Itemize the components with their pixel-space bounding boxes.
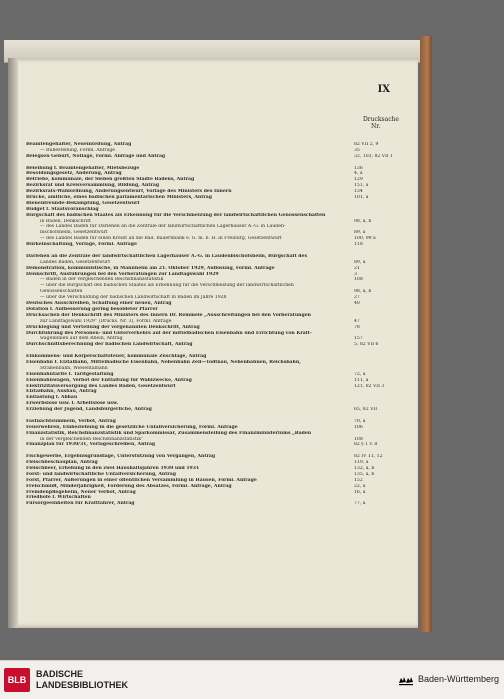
column-header-line: Nr.	[371, 123, 381, 130]
index-entry-ref: 72, a	[354, 371, 366, 377]
index-entry-text: Erziehung der Jugend, Landsbürgerliche, Antrag	[26, 407, 152, 413]
index-entry-text: Fleischbeschauplan, Antrag	[26, 460, 98, 466]
index-entry-text: Fremdenpflegeheim, Neuer Verbot, Antrag	[26, 489, 136, 495]
index-entry-text: — Baden in der vergleichenden Reichsfinanzstatistik	[40, 277, 164, 283]
index-entry-ref: 47	[354, 318, 360, 324]
index-entry-ref: 77, a	[354, 501, 366, 507]
index-entry-text: Fastnachtsummeln, Verbot, Antrag	[26, 418, 116, 424]
blb-name-line: BADISCHE	[36, 669, 84, 679]
book-page	[8, 58, 418, 628]
index-entry-ref: 135, a, b	[354, 471, 375, 477]
index-entry-text: Deutsches Ausschreiben, Schaffung einer neuen, Antrag	[26, 301, 172, 307]
index-entry-text: in der vergleichenden Reichsfinanzstatistik“	[40, 436, 144, 442]
index-entry-text: Elztalbahn, Ausbau, Antrag	[26, 389, 97, 395]
index-entries	[26, 142, 410, 507]
index-entry-text: Entlastung f. Abbau	[26, 395, 78, 401]
page-gutter	[8, 58, 18, 628]
index-entry-text: Elektrizitätsversorgung des Landes Baden, Gesetzentwurf	[26, 383, 176, 389]
index-entry-text: Freischmidt, Minderjährigkeit, Förderung des Absatzes, Förml. Anfrage, Antrag	[26, 483, 232, 489]
index-entry-text: Durchführung des Personen- und Güterverkehrs auf der mittelbadischen Eisenbahn und Errichtung von Kraft-	[26, 330, 312, 336]
column-header-line: Drucksache	[363, 116, 399, 123]
index-entry-text: Genossenschaften	[40, 289, 83, 295]
index-entry-text: Beleihung f. Beamtengehälter, Mietsbezüge	[26, 165, 140, 171]
index-entry-ref: 101, a	[354, 195, 369, 201]
blb-logo[interactable]: BLB	[4, 668, 30, 692]
index-entry-text: — des Landes Baden für Darlehen an die Zentrale der landwirtschaftlichen Lagerhäuser A.-G. in Lauden-	[40, 224, 286, 230]
index-entry-text: Friedhöfe f. Wirtschaften	[26, 495, 91, 501]
blb-name[interactable]	[36, 669, 128, 691]
index-entry-ref: 132, a, b	[354, 465, 375, 471]
index-entry-ref: 82 VII 2, 9	[354, 142, 379, 147]
index-entry-ref: 151, a	[354, 183, 369, 189]
index-entry-text: wagenlinien auf dem Rhein, Antrag	[40, 336, 123, 342]
page-number: IX	[377, 84, 390, 95]
index-entry-text: Forst, Pfarrer, Äußerungen in einer öffentlichen Versammlung in Hausen, Förml. Anfrage	[26, 477, 257, 483]
index-entry-text: Feuerwehren, Einbeziehung in die gesetzliche Unfallversicherung, Förml. Anfrage	[26, 424, 238, 430]
index-entry-ref: 106	[354, 424, 363, 430]
bw-lions-icon	[398, 675, 414, 686]
index-entry-ref: 129	[354, 177, 363, 183]
bw-name[interactable]: Baden-Württemberg	[418, 674, 500, 684]
index-entry-text: Beamtengehälter, Neueinteilung, Antrag	[26, 142, 132, 147]
column-header	[363, 116, 413, 130]
index-entry-text: zur Landtagswahl 1929“ (Drucks. Nr. 3), Förml. Anfrage	[40, 318, 172, 324]
index-entry-text: Fleischbeer, Erhebung in den zwei Haushaltsjahren 1930 und 1931	[26, 465, 200, 471]
index-entry-ref: 152	[354, 477, 363, 483]
index-entry-text: bischofsheim, Gesetzentwurf	[40, 230, 108, 236]
index-entry-ref: 121, 82 VII 3	[354, 383, 385, 389]
index-entry-text: Budget f. Staatsvoranschlag	[26, 206, 99, 212]
index-entry-text: Darlehen an die Zentrale der landwirtschaftlichen Lagerhäuser A.-G. in Laudenbischofsheim, Bürgschaft des	[26, 253, 308, 259]
index-entry-text: Bürgschaft des badischen Staates als Erkennung für die Verschmelzung der landwirtschaftlichen Genossenschaften	[26, 212, 326, 218]
index-entry-text: Bezirksrats-Wahlordnung, Änderungsentwurf, Vorlage des Ministers des Innern	[26, 189, 232, 195]
index-entry-text: — des Landes Baden für einen Kredit an die Bad. Bauernbank e. G. m. b. H. in Freiburg, Gesetzentwurf	[40, 236, 282, 242]
index-entry-text: Fürsorgeeinheiten für Kraftfahrer, Antrag	[26, 501, 135, 507]
index-entry-ref: 3	[354, 271, 357, 277]
index-entry-ref: 21	[354, 265, 360, 271]
index-entry-ref: 4, a	[354, 171, 363, 177]
index-entry-ref: 108	[354, 277, 363, 283]
index-entry-ref: 98, a, b	[354, 289, 372, 295]
index-entry-ref: 118	[354, 242, 363, 248]
index-entry-ref: 70, a	[354, 418, 366, 424]
index-entry-text: — über die Bürgschaft des badischen Staates als Erkennung für die Verschmelzung der landwirtschaftlichen	[40, 283, 294, 289]
index-entry-text: Bürkeinschaltung, Vorlage, Förml. Anfrage	[26, 242, 137, 248]
blb-name-line: LANDESBIBLIOTHEK	[36, 680, 128, 690]
index-entry-text: Belegsen Geburt, Notlage, Förml. Anfrage und Antrag	[26, 153, 166, 159]
index-entry-text: Bezirksrat und Kreisversammlung, Bildung, Antrag	[26, 183, 160, 189]
index-entry-ref: 82 § 1 v. 8	[354, 442, 378, 448]
index-entry-ref: 157	[354, 336, 363, 342]
index-entry-ref: 35	[354, 147, 360, 153]
index-entry-text: Eisenbahn f. Elztalbahn, Mittelbadische Eisenbahn, Nebenbahn Zell—Todtnau, Nebenbahnen, Reichsbahn,	[26, 359, 301, 365]
index-entry-ref: 16, a	[354, 489, 366, 495]
index-entry-text: Fischgewerbe, Ergebnisgrundlage, Unterstützung von Vergängen, Antrag	[26, 454, 216, 460]
index-entry-text: Bienenfreunde-Bekämpfung, Gesetzentwurf	[26, 200, 140, 206]
index-entry-ref: 40	[354, 301, 360, 307]
index-entry-ref: 98, a, b	[354, 218, 372, 224]
index-entry-ref: 89, a	[354, 259, 366, 265]
index-entry-text: Forst- und landwirtschaftliche Unfallversicherung, Antrag	[26, 471, 176, 477]
index-entry-text: — über die Verschuldung der badischen Landwirtschaft in Baden im Jahre 1928	[40, 295, 227, 301]
index-entry-ref: 134	[354, 189, 363, 195]
index-entry-text: Durchschnittsberechnung der badischen Landwirtschaft, Antrag	[26, 342, 193, 348]
index-entry-text: Drucksachen der Denkschrift des Ministers des Innern Dr. Remmele „Ausschreitungen bei den Vorberatungen	[26, 312, 311, 318]
index-row	[26, 501, 410, 507]
index-entry-text: Demonstration, kommunistische, in Mannheim am 21. Oktober 1929, Auflösung, Förml. Anfrage	[26, 265, 275, 271]
index-entry-ref: 108	[354, 436, 363, 442]
index-entry-text: Dotation f. Aufbesserung gering besoldeter Pfarrer	[26, 306, 158, 312]
index-entry-ref: 27	[354, 295, 360, 301]
index-entry-ref: 111, a	[354, 377, 369, 383]
index-entry-text: Straßenbahn, Wiesentalbahn	[40, 365, 108, 371]
index-entry-ref: 65, 82 VII	[354, 407, 378, 413]
index-entry-ref: 5, 82 VII 6	[354, 342, 379, 348]
index-entry-ref: 136	[354, 165, 363, 171]
index-entry-ref: 89, a	[354, 230, 366, 236]
index-entry-text: Drucklegung und Verteilung der vorgenannten Denkschrift, Antrag	[26, 324, 200, 330]
index-entry-text: Brücke, amtliche, eines badischen parlamentarischen Ministers, Antrag	[26, 195, 212, 201]
index-entry-text: Betriebe, kommunale, der Sieben größten Städte Badens, Antrag	[26, 177, 195, 183]
index-entry-ref: 82 IV 11, 12	[354, 454, 383, 460]
index-entry-ref: 78	[354, 324, 360, 330]
index-entry-ref: 32, 103, 82 VII 1	[354, 153, 394, 159]
index-entry-text: — Ruhestellung, Förml. Anfrage	[40, 147, 116, 153]
index-entry-text: Denkschrift, Ausführungen bei den Vorberatungen zur Landtagswahl 1929	[26, 271, 219, 277]
index-entry-text: Erwerbslose usw. f. Arbeitslose usw.	[26, 401, 119, 407]
book-cover-edge	[420, 36, 432, 632]
footer-bar	[0, 660, 504, 699]
index-entry-ref: 119, a	[354, 460, 369, 466]
index-entry-text: Besoldungsgesetz, Änderung, Antrag	[26, 171, 122, 177]
index-entry-ref: 22, a	[354, 483, 366, 489]
index-entry-text: in Baden, Denkschrift	[40, 218, 91, 224]
index-entry-text: Finanzstatistik, Reichsfinanzstatistik und Sparkommissar, Zusammenstellung des Finanzministeriums „Baden	[26, 430, 312, 436]
index-entry-text: Eisenbahntarife f. Tarifgestaltung	[26, 371, 114, 377]
index-entry-text: Landes Baden, Gesetzentwurf	[40, 259, 110, 265]
index-entry-text: Einkommens- und Körperschaftsteuer, kommunale Zuschläge, Antrag	[26, 354, 207, 360]
index-entry-text: Eisenbahnwagen, Verbot der Entfaltung für Wahlzwecke, Antrag	[26, 377, 192, 383]
index-entry-ref: 100, 99 a	[354, 236, 376, 242]
index-entry-text: Finanzplan für 1930/31, Vorlageschreiben, Antrag	[26, 442, 156, 448]
